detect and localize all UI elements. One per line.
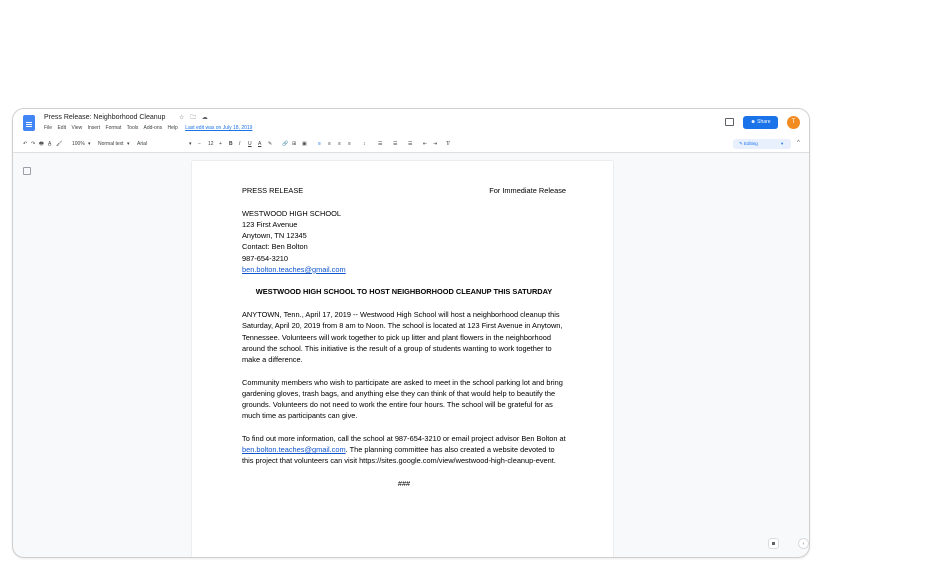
decrease-indent-icon[interactable]: ⇤ bbox=[423, 141, 428, 147]
chevron-down-icon[interactable]: ▾ bbox=[88, 141, 91, 147]
bold-icon[interactable]: B bbox=[229, 141, 233, 147]
paragraph-1: ANYTOWN, Tenn., April 17, 2019 -- Westwood High School will host a neighborhood cleanup this Saturday, April 20, 2019 from 8 am to Noon. The school is located at 123 First Avenue in Anytown, Tennessee. Volunteers will work together to pick up litter and plant flowers in the neighborhood around the school. This initiative is the result of a group of students wanting to work together to make a difference. bbox=[242, 310, 563, 364]
undo-icon[interactable]: ↶ bbox=[23, 141, 28, 147]
checklist-icon[interactable]: ☰ bbox=[378, 141, 383, 147]
highlight-icon[interactable]: ✎ bbox=[268, 141, 273, 147]
share-label: Share bbox=[757, 119, 771, 125]
link-icon[interactable]: 🔗 bbox=[282, 141, 289, 147]
comment-history-icon[interactable] bbox=[725, 118, 734, 126]
align-center-icon[interactable]: ≡ bbox=[328, 141, 331, 147]
line-spacing-icon[interactable]: ↕ bbox=[363, 141, 366, 147]
paragraph-3-end: . The planning committee has also created a website devoted to this project that volunteers can visit https://sites.google.com/view/westwood-high-cleanup-event. bbox=[242, 445, 556, 466]
title-bar bbox=[13, 109, 809, 137]
increase-indent-icon[interactable]: ⇥ bbox=[433, 141, 438, 147]
font-size-decrease-icon[interactable]: − bbox=[198, 141, 201, 147]
document-outline-icon[interactable] bbox=[23, 167, 31, 175]
immediate-release-label: For Immediate Release bbox=[489, 186, 566, 195]
document-body[interactable] bbox=[242, 185, 566, 489]
redo-icon[interactable]: ↷ bbox=[31, 141, 36, 147]
editing-mode-label: Editing bbox=[744, 141, 758, 146]
comment-icon[interactable]: ⊞ bbox=[292, 141, 297, 147]
menu-insert[interactable]: Insert bbox=[87, 125, 101, 131]
press-release-label: PRESS RELEASE bbox=[242, 186, 304, 195]
paragraph-3 bbox=[242, 433, 566, 467]
chevron-down-icon[interactable]: ▾ bbox=[127, 141, 130, 147]
cloud-status-icon[interactable]: ☁ bbox=[201, 115, 208, 121]
image-icon[interactable]: ▣ bbox=[302, 141, 307, 147]
paragraph-3-start: To find out more information, call the school at 987-654-3210 or email project advisor Ben Bolton at bbox=[242, 433, 566, 443]
release-header bbox=[242, 185, 566, 196]
address-line-2: Anytown, TN 12345 bbox=[242, 231, 307, 241]
italic-icon[interactable]: I bbox=[239, 141, 241, 147]
menu-addons[interactable]: Add-ons bbox=[143, 125, 163, 131]
editing-mode-button[interactable] bbox=[733, 139, 791, 149]
account-avatar[interactable]: T bbox=[787, 116, 800, 129]
menu-format[interactable]: Format bbox=[105, 125, 122, 131]
contact-email-link[interactable]: ben.bolton.teaches@gmail.com bbox=[242, 264, 346, 274]
chevron-down-icon: ▾ bbox=[781, 141, 784, 146]
school-name: WESTWOOD HIGH SCHOOL bbox=[242, 208, 341, 218]
advisor-email-link[interactable]: ben.bolton.teaches@gmail.com bbox=[242, 445, 346, 455]
align-left-icon[interactable]: ≡ bbox=[318, 141, 321, 147]
align-justify-icon[interactable]: ≡ bbox=[348, 141, 351, 147]
address-line-1: 123 First Avenue bbox=[242, 219, 298, 229]
text-color-icon[interactable]: A bbox=[258, 141, 262, 147]
chevron-down-icon[interactable]: ▾ bbox=[189, 141, 192, 147]
share-button[interactable] bbox=[743, 116, 778, 129]
font-select[interactable]: Arial bbox=[137, 141, 148, 147]
document-page[interactable] bbox=[192, 161, 613, 557]
document-title[interactable]: Press Release: Neighborhood Cleanup bbox=[44, 114, 166, 121]
menu-file[interactable]: File bbox=[44, 125, 53, 131]
docs-logo-icon[interactable] bbox=[23, 115, 35, 131]
menu-bar bbox=[44, 125, 256, 131]
underline-icon[interactable]: U bbox=[248, 141, 252, 147]
pencil-icon: ✎ bbox=[739, 141, 745, 146]
collapse-menus-icon[interactable]: ^ bbox=[797, 140, 800, 146]
menu-help[interactable]: Help bbox=[167, 125, 178, 131]
style-select[interactable]: Normal text bbox=[98, 141, 124, 147]
spellcheck-icon[interactable]: A̲ bbox=[48, 141, 52, 147]
contact-name: Contact: Ben Bolton bbox=[242, 242, 308, 252]
bulleted-list-icon[interactable]: ☰ bbox=[393, 141, 398, 147]
menu-tools[interactable]: Tools bbox=[126, 125, 139, 131]
font-size-input[interactable]: 12 bbox=[208, 141, 214, 147]
explore-button[interactable] bbox=[768, 538, 779, 549]
side-panel-toggle[interactable]: ‹ bbox=[798, 538, 809, 549]
menu-edit[interactable]: Edit bbox=[57, 125, 67, 131]
last-edit-link[interactable]: Last edit was on July 18, 2019 bbox=[185, 125, 253, 131]
paint-format-icon[interactable]: 🖌 bbox=[56, 141, 63, 147]
numbered-list-icon[interactable]: ☰ bbox=[408, 141, 413, 147]
folder-icon[interactable]: 🗀 bbox=[190, 115, 197, 121]
print-icon[interactable]: 🖶 bbox=[39, 141, 44, 147]
zoom-select[interactable]: 100% bbox=[72, 141, 85, 147]
menu-view[interactable]: View bbox=[71, 125, 83, 131]
docs-window bbox=[12, 108, 810, 558]
headline: WESTWOOD HIGH SCHOOL TO HOST NEIGHBORHOOD CLEANUP THIS SATURDAY bbox=[255, 287, 553, 297]
contact-phone: 987-654-3210 bbox=[242, 253, 289, 263]
formatting-toolbar bbox=[13, 137, 809, 153]
star-icon[interactable]: ☆ bbox=[179, 115, 185, 121]
end-mark: ### bbox=[397, 479, 411, 489]
clear-formatting-icon[interactable]: T̸ bbox=[446, 141, 450, 147]
font-size-increase-icon[interactable]: + bbox=[219, 141, 222, 147]
paragraph-2: Community members who wish to participate are asked to meet in the school parking lot and bring gardening gloves, trash bags, and anything else they can think of that would help to beautify the grounds. Volunteers do not need to work the entire four hours. The school will be grateful for as much time as participants can give. bbox=[242, 377, 563, 421]
lock-person-icon: ☻ bbox=[750, 119, 756, 125]
title-actions bbox=[179, 113, 212, 123]
align-right-icon[interactable]: ≡ bbox=[338, 141, 341, 147]
